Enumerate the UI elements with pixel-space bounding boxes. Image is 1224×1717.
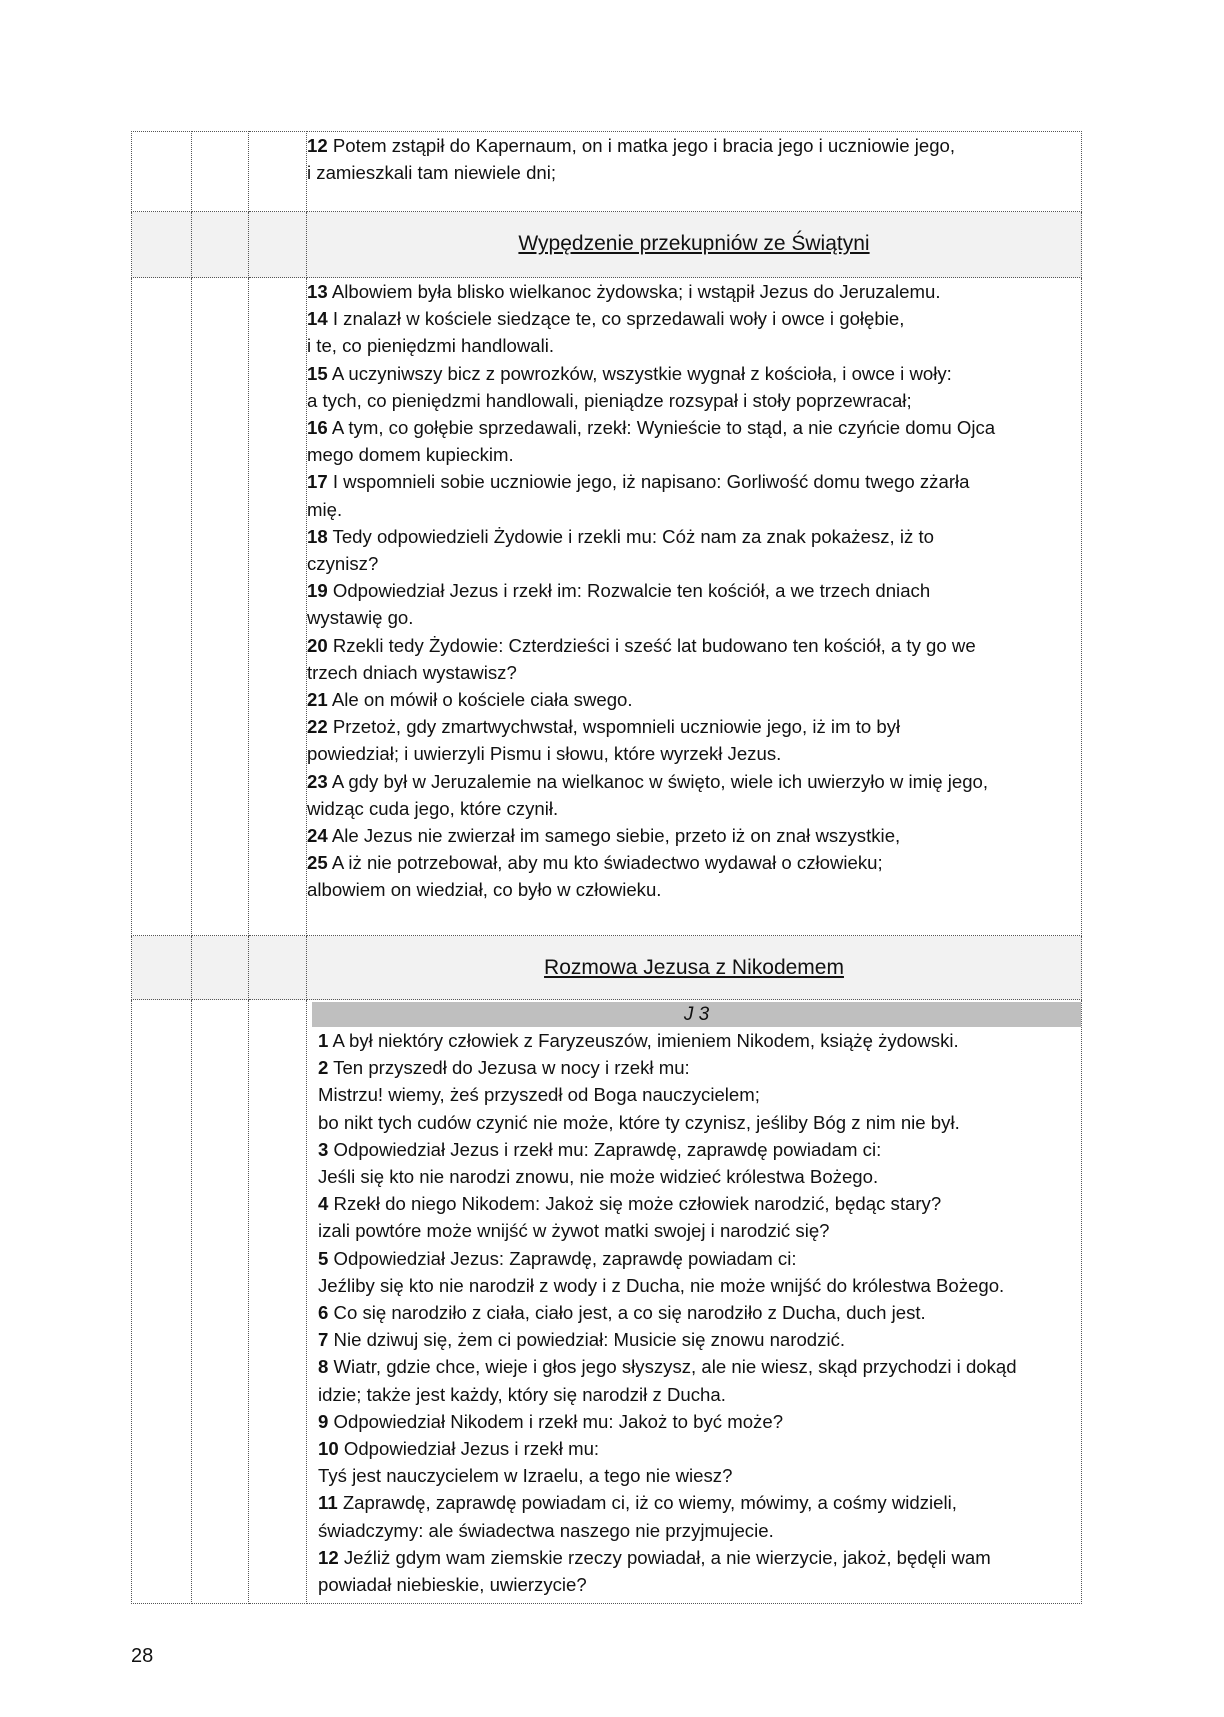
verse-number: 16 [307, 417, 328, 439]
chapter-label: J 3 [312, 1002, 1081, 1027]
verse-text: Przetoż, gdy zmartwychwstał, wspomnieli uczniowie jego, iż im to był [327, 716, 901, 738]
verse-line [307, 305, 1081, 332]
verse-row [132, 132, 1082, 212]
verse-block [312, 1027, 1081, 1598]
verse-line [307, 360, 1081, 387]
verse-text: I wspomnieli sobie uczniowie jego, iż napisano: Gorliwość domu twego zżarła [327, 471, 970, 493]
verse-number: 20 [307, 634, 328, 656]
verse-line [312, 1299, 1081, 1326]
verse-line [307, 523, 1081, 550]
verse-line [307, 387, 1081, 414]
verse-text: Nie dziwuj się, żem ci powiedział: Musicie się znowu narodzić. [328, 1329, 846, 1351]
verse-text: A tym, co gołębie sprzedawali, rzekł: Wynieście to stąd, a nie czyńcie domu Ojca [327, 417, 996, 439]
verse-text: Odpowiedział Nikodem i rzekł mu: Jakoż to być może? [328, 1410, 784, 1432]
verse-text-cell [307, 132, 1082, 212]
verse-text: Albowiem była blisko wielkanoc żydowska; i wstąpił Jezus do Jeruzalemu. [327, 281, 941, 302]
empty-cell [249, 936, 307, 1000]
empty-cell [192, 278, 249, 936]
verse-text: Odpowiedział Jezus i rzekł im: Rozwalcie ten kościół, a we trzech dniach [327, 580, 931, 602]
verse-text: A był niektóry człowiek z Faryzeuszów, imieniem Nikodem, książę żydowski. [328, 1030, 959, 1051]
empty-cell [132, 212, 192, 278]
verse-text: trzech dniach wystawisz? [307, 661, 517, 683]
verse-text: Ale on mówił o kościele ciała swego. [327, 689, 633, 711]
verse-line [307, 441, 1081, 468]
verse-text: Jeźliby się kto nie narodził z wody i z Ducha, nie może wnijść do królestwa Bożego. [318, 1274, 1005, 1296]
verse-line [312, 1326, 1081, 1353]
verse-line [307, 577, 1081, 604]
verse-text: świadczymy: ale świadectwa naszego nie przyjmujecie. [318, 1519, 774, 1541]
empty-cell [192, 212, 249, 278]
verse-line [312, 1054, 1081, 1081]
verse-line [307, 795, 1081, 822]
empty-cell [132, 1000, 192, 1604]
verse-line [307, 876, 1081, 903]
verse-line [312, 1081, 1081, 1108]
verse-text: Rzekli tedy Żydowie: Czterdzieści i sześć lat budowano ten kościół, a ty go we [327, 634, 976, 656]
verse-number: 25 [307, 852, 328, 874]
section-title: Wypędzenie przekupniów ze Świątyni [307, 212, 1082, 278]
verse-text: A iż nie potrzebował, aby mu kto świadectwo wydawał o człowieku; [327, 852, 883, 874]
verse-number: 17 [307, 471, 328, 493]
verse-number: 21 [307, 689, 328, 711]
verse-number: 23 [307, 770, 328, 792]
verse-text: Rzekł do niego Nikodem: Jakoż się może człowiek narodzić, będąc stary? [328, 1193, 942, 1215]
verse-text: i zamieszkali tam niewiele dni; [307, 162, 557, 184]
verse-text: I znalazł w kościele siedzące te, co sprzedawali woły i owce i gołębie, [327, 308, 905, 330]
verse-line [312, 1163, 1081, 1190]
verse-line [312, 1027, 1081, 1054]
verse-table [131, 131, 1082, 1604]
verse-number: 3 [318, 1138, 329, 1160]
verse-line [307, 414, 1081, 441]
empty-cell [132, 936, 192, 1000]
empty-cell [249, 278, 307, 936]
verse-text: powiedział; i uwierzyli Pismu i słowu, które wyrzekł Jezus. [307, 743, 782, 765]
verse-number: 4 [318, 1193, 329, 1215]
verse-number: 19 [307, 580, 328, 602]
verse-line [307, 550, 1081, 577]
verse-line [312, 1435, 1081, 1462]
verse-text: i te, co pieniędzmi handlowali. [307, 335, 555, 357]
verse-number: 6 [318, 1302, 329, 1324]
verse-line [307, 604, 1081, 631]
verse-number: 7 [318, 1329, 329, 1351]
verse-number: 9 [318, 1410, 329, 1432]
verse-number: 14 [307, 308, 328, 330]
verse-number: 2 [318, 1057, 329, 1079]
verse-text: albowiem on wiedział, co było w człowieku. [307, 879, 662, 901]
verse-line [307, 496, 1081, 523]
verse-text: mego domem kupieckim. [307, 444, 514, 466]
verse-line [312, 1245, 1081, 1272]
verse-row [132, 1000, 1082, 1604]
section-header-row [132, 936, 1082, 1000]
verse-line [312, 1381, 1081, 1408]
verse-line [307, 686, 1081, 713]
verse-line [312, 1571, 1081, 1598]
verse-text-cell [307, 1000, 1082, 1604]
verse-line [312, 1462, 1081, 1489]
verse-text: Tyś jest nauczycielem w Izraelu, a tego nie wiesz? [318, 1465, 733, 1487]
verse-text: Odpowiedział Jezus i rzekł mu: [338, 1438, 600, 1460]
verse-text: Odpowiedział Jezus i rzekł mu: Zaprawdę, zaprawdę powiadam ci: [328, 1138, 882, 1160]
empty-cell [249, 212, 307, 278]
verse-number: 13 [307, 281, 328, 302]
verse-number: 1 [318, 1030, 329, 1051]
verse-line [307, 822, 1081, 849]
verse-text: Ale Jezus nie zwierzał im samego siebie, przeto iż on znał wszystkie, [327, 825, 901, 847]
verse-text: mię. [307, 498, 343, 520]
verse-line [312, 1272, 1081, 1299]
verse-text: A uczyniwszy bicz z powrozków, wszystkie wygnał z kościoła, i owce i woły: [327, 362, 952, 384]
verse-line [312, 1353, 1081, 1380]
verse-line [312, 1190, 1081, 1217]
empty-cell [249, 1000, 307, 1604]
verse-block [307, 132, 1081, 186]
verse-number: 5 [318, 1247, 329, 1269]
verse-text: Ten przyszedł do Jezusa w nocy i rzekł mu: [328, 1057, 690, 1079]
verse-text: bo nikt tych cudów czynić nie może, które ty czynisz, jeśliby Bóg z nim nie był. [318, 1111, 960, 1133]
verse-line [312, 1517, 1081, 1544]
empty-cell [249, 132, 307, 212]
verse-text: powiadał niebieskie, uwierzycie? [318, 1574, 587, 1596]
verse-text: wystawię go. [307, 607, 414, 629]
verse-row [132, 278, 1082, 936]
verse-text: Co się narodziło z ciała, ciało jest, a co się narodziło z Ducha, duch jest. [328, 1302, 926, 1324]
verse-number: 22 [307, 716, 328, 738]
verse-text: Odpowiedział Jezus: Zaprawdę, zaprawdę powiadam ci: [328, 1247, 797, 1269]
verse-text: Zaprawdę, zaprawdę powiadam ci, iż co wiemy, mówimy, a cośmy widzieli, [337, 1492, 957, 1514]
verse-text: Potem zstąpił do Kapernaum, on i matka jego i bracia jego i uczniowie jego, [327, 135, 956, 156]
verse-line [307, 713, 1081, 740]
verse-number: 12 [318, 1546, 339, 1568]
empty-cell [192, 132, 249, 212]
verse-line [312, 1489, 1081, 1516]
verse-line [307, 332, 1081, 359]
verse-text: Jeźliż gdym wam ziemskie rzeczy powiadał, a nie wierzycie, jakoż, będęli wam [338, 1546, 991, 1568]
verse-text: a tych, co pieniędzmi handlowali, pieniądze rozsypał i stoły poprzewracał; [307, 389, 912, 411]
empty-cell [132, 132, 192, 212]
empty-cell [132, 278, 192, 936]
verse-text: A gdy był w Jeruzalemie na wielkanoc w święto, wiele ich uwierzyło w imię jego, [327, 770, 989, 792]
verse-line [312, 1408, 1081, 1435]
verse-line [307, 768, 1081, 795]
verse-text: idzie; także jest każdy, który się narodził z Ducha. [318, 1383, 726, 1405]
verse-text: widząc cuda jego, które czynił. [307, 797, 559, 819]
verse-line [307, 659, 1081, 686]
verse-line [307, 159, 1081, 186]
empty-cell [192, 1000, 249, 1604]
verse-line [312, 1217, 1081, 1244]
verse-number: 10 [318, 1438, 339, 1460]
verse-line [307, 468, 1081, 495]
page-number: 28 [131, 1645, 154, 1667]
empty-cell [192, 936, 249, 1000]
verse-text-cell [307, 278, 1082, 936]
verse-block [307, 278, 1081, 904]
verse-line [307, 740, 1081, 767]
verse-number: 18 [307, 525, 328, 547]
verse-line [307, 132, 1081, 159]
verse-line [312, 1109, 1081, 1136]
section-header-row [132, 212, 1082, 278]
section-title: Rozmowa Jezusa z Nikodemem [307, 936, 1082, 1000]
verse-text: Wiatr, gdzie chce, wieje i głos jego słyszysz, ale nie wiesz, skąd przychodzi i dokąd [328, 1356, 1017, 1378]
verse-text: Tedy odpowiedzieli Żydowie i rzekli mu: Cóż nam za znak pokażesz, iż to [327, 525, 934, 547]
verse-number: 11 [318, 1492, 338, 1514]
verse-number: 15 [307, 362, 328, 384]
verse-line [312, 1136, 1081, 1163]
verse-line [307, 632, 1081, 659]
verse-line [307, 849, 1081, 876]
verse-text: Mistrzu! wiemy, żeś przyszedł od Boga nauczycielem; [318, 1084, 760, 1106]
verse-number: 12 [307, 135, 328, 156]
verse-line [312, 1544, 1081, 1571]
verse-text: czynisz? [307, 553, 379, 575]
verse-text: izali powtóre może wnijść w żywot matki swojej i narodzić się? [318, 1220, 830, 1242]
verse-text: Jeśli się kto nie narodzi znowu, nie może widzieć królestwa Bożego. [318, 1166, 879, 1188]
verse-line [307, 278, 1081, 305]
verse-number: 24 [307, 825, 328, 847]
verse-number: 8 [318, 1356, 329, 1378]
